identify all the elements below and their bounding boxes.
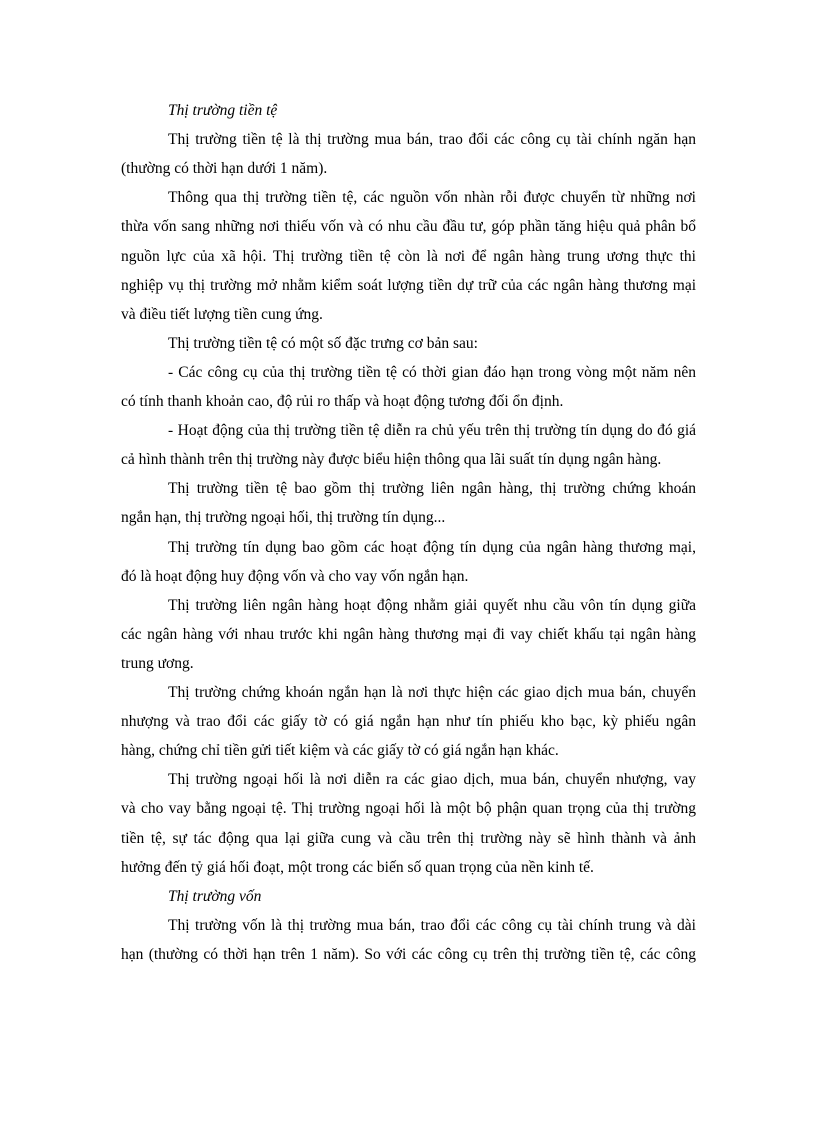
section-heading: Thị trường vốn — [168, 887, 262, 905]
paragraph-line: có tính thanh khoản cao, độ rủi ro thấp và hoạt động tương đối ổn định. — [121, 393, 564, 410]
paragraph-line: cả hình thành trên thị trường này được biểu hiện thông qua lãi suất tín dụng ngân hàng. — [121, 451, 662, 469]
paragraph-line: Thị trường vốn là thị trường mua bán, trao đổi các công cụ tài chính trung và dài — [168, 916, 696, 934]
paragraph-line: nhượng và trao đổi các giấy tờ có giá ngắn hạn như tín phiếu kho bạc, kỳ phiếu ngân — [121, 713, 696, 731]
paragraph-line: Thị trường chứng khoán ngắn hạn là nơi thực hiện các giao dịch mua bán, chuyển — [168, 684, 696, 701]
section-heading: Thị trường tiền tệ — [168, 102, 278, 119]
paragraph-line: hàng, chứng chỉ tiền gửi tiết kiệm và các giấy tờ có giá ngắn hạn khác. — [121, 742, 559, 760]
paragraph-line: và điều tiết lượng tiền cung ứng. — [121, 305, 323, 323]
paragraph-line: tiền tệ, sự tác động qua lại giữa cung và cầu trên thị trường này sẽ hình thành và ảnh — [121, 829, 696, 847]
paragraph-line: đó là hoạt động huy động vốn và cho vay vốn ngắn hạn. — [121, 567, 469, 585]
paragraph-line: thừa vốn sang những nơi thiếu vốn và có nhu cầu đầu tư, góp phần tăng hiệu quả phân bổ — [121, 218, 696, 236]
paragraph-line: Thị trường ngoại hối là nơi diễn ra các giao dịch, mua bán, chuyển nhượng, vay — [168, 771, 696, 789]
paragraph-line: Thị trường tiền tệ có một số đặc trưng cơ bản sau: — [168, 334, 478, 352]
paragraph-line: Thông qua thị trường tiền tệ, các nguồn vốn nhàn rỗi được chuyển từ những nơi — [168, 189, 696, 207]
paragraph-line: hưởng đến tỷ giá hối đoạt, một trong các biến số quan trọng của nền kinh tế. — [121, 858, 594, 876]
paragraph-line: ngắn hạn, thị trường ngoại hối, thị trường tín dụng... — [121, 509, 446, 527]
paragraph-line: nguồn lực của xã hội. Thị trường tiền tệ còn là nơi để ngân hàng trung ương thực thi — [121, 247, 696, 265]
paragraph-line: Thị trường tiền tệ là thị trường mua bán, trao đổi các công cụ tài chính ngăn hạn — [168, 131, 696, 149]
paragraph-line: (thường có thời hạn dưới 1 năm). — [121, 160, 328, 178]
paragraph-line: trung ương. — [121, 654, 194, 672]
paragraph-line: - Hoạt động của thị trường tiền tệ diễn ra chủ yếu trên thị trường tín dụng do đó giá — [168, 422, 696, 440]
paragraph-line: Thị trường liên ngân hàng hoạt động nhằm giải quyết nhu cầu vôn tín dụng giữa — [168, 596, 696, 614]
paragraph-line: các ngân hàng với nhau trước khi ngân hàng thương mại đi vay chiết khấu tại ngân hàng — [121, 625, 696, 643]
paragraph-line: hạn (thường có thời hạn trên 1 năm). So với các công cụ trên thị trường tiền tệ, các công — [121, 945, 696, 963]
paragraph-line: nghiệp vụ thị trường mở nhằm kiểm soát lượng tiền dự trữ của các ngân hàng thương mại — [121, 276, 696, 294]
paragraph-line: - Các công cụ của thị trường tiền tệ có thời gian đáo hạn trong vòng một năm nên — [168, 363, 696, 381]
paragraph-line: Thị trường tín dụng bao gồm các hoạt động tín dụng của ngân hàng thương mại, — [168, 538, 696, 556]
paragraph-line: và cho vay bằng ngoại tệ. Thị trường ngoại hối là một bộ phận quan trọng của thị trường — [121, 800, 696, 818]
paragraph-line: Thị trường tiền tệ bao gồm thị trường liên ngân hàng, thị trường chứng khoán — [168, 480, 696, 498]
